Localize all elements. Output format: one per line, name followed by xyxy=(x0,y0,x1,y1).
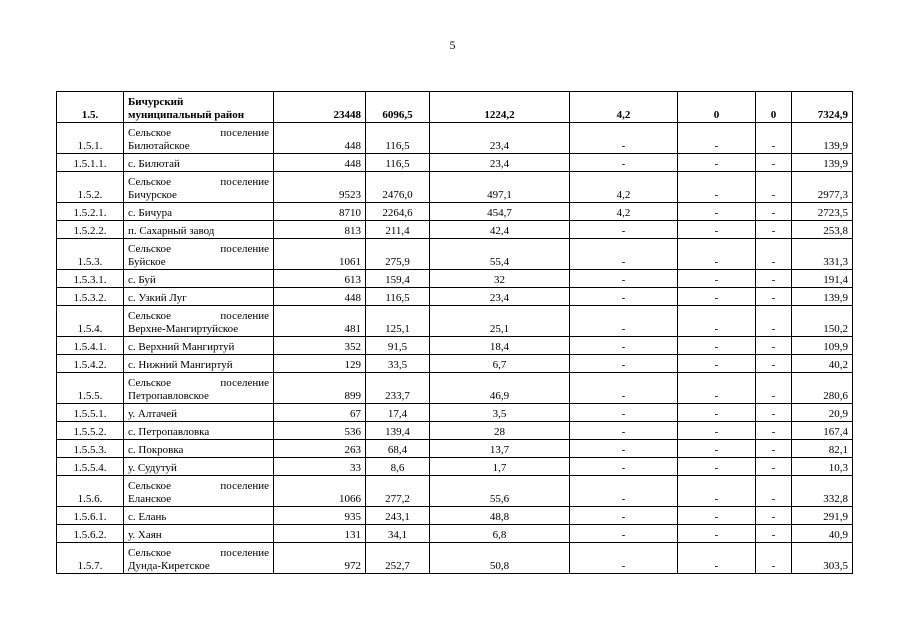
row-name-word: Сельское xyxy=(128,377,172,389)
row-name xyxy=(124,172,274,203)
row-name-line xyxy=(128,176,269,189)
cell-v3: 3,5 xyxy=(430,404,570,422)
cell-v4: - xyxy=(570,440,678,458)
row-name xyxy=(124,458,274,476)
table-row xyxy=(57,306,853,337)
row-name-line: Буйское xyxy=(128,256,166,268)
cell-v4: - xyxy=(570,270,678,288)
cell-v1: 8710 xyxy=(274,203,366,221)
row-name-line: у. Хаян xyxy=(128,529,162,541)
row-number: 1.5. xyxy=(57,92,124,123)
cell-v6: - xyxy=(756,355,792,373)
row-number: 1.5.5. xyxy=(57,373,124,404)
row-name-line xyxy=(128,377,269,390)
row-name-line: Петропавловское xyxy=(128,390,209,402)
cell-v4: - xyxy=(570,239,678,270)
row-number: 1.5.6.2. xyxy=(57,525,124,543)
row-name xyxy=(124,543,274,574)
cell-v7: 2723,5 xyxy=(792,203,853,221)
cell-v7: 150,2 xyxy=(792,306,853,337)
cell-v4: - xyxy=(570,306,678,337)
table-row xyxy=(57,422,853,440)
cell-v1: 448 xyxy=(274,154,366,172)
row-name-word: Сельское xyxy=(128,127,172,139)
table-row xyxy=(57,270,853,288)
table-row xyxy=(57,525,853,543)
cell-v4: - xyxy=(570,373,678,404)
cell-v6: - xyxy=(756,221,792,239)
cell-v6: - xyxy=(756,507,792,525)
row-name xyxy=(124,525,274,543)
cell-v6: - xyxy=(756,525,792,543)
table-row xyxy=(57,507,853,525)
row-name-line: Верхне-Мангиртуйское xyxy=(128,323,239,335)
cell-v5: - xyxy=(678,543,756,574)
row-name-line xyxy=(128,480,269,493)
cell-v2: 91,5 xyxy=(366,337,430,355)
cell-v2: 68,4 xyxy=(366,440,430,458)
row-name-line: с. Узкий Луг xyxy=(128,292,187,304)
cell-v7: 280,6 xyxy=(792,373,853,404)
row-name xyxy=(124,203,274,221)
row-name-line: муниципальный район xyxy=(128,109,245,121)
row-name-line: у. Алтачей xyxy=(128,408,178,420)
cell-v3: 55,4 xyxy=(430,239,570,270)
row-number: 1.5.5.4. xyxy=(57,458,124,476)
cell-v6: - xyxy=(756,203,792,221)
cell-v1: 263 xyxy=(274,440,366,458)
cell-v2: 17,4 xyxy=(366,404,430,422)
cell-v6: - xyxy=(756,373,792,404)
cell-v7: 291,9 xyxy=(792,507,853,525)
cell-v4: - xyxy=(570,123,678,154)
cell-v5: - xyxy=(678,221,756,239)
cell-v3: 18,4 xyxy=(430,337,570,355)
cell-v2: 116,5 xyxy=(366,123,430,154)
cell-v4: - xyxy=(570,337,678,355)
cell-v3: 50,8 xyxy=(430,543,570,574)
cell-v1: 813 xyxy=(274,221,366,239)
cell-v6: - xyxy=(756,288,792,306)
row-name-line: с. Билютай xyxy=(128,158,180,170)
cell-v1: 9523 xyxy=(274,172,366,203)
cell-v6: - xyxy=(756,154,792,172)
cell-v1: 972 xyxy=(274,543,366,574)
cell-v1: 481 xyxy=(274,306,366,337)
cell-v6: - xyxy=(756,306,792,337)
cell-v3: 25,1 xyxy=(430,306,570,337)
cell-v5: - xyxy=(678,203,756,221)
row-number: 1.5.2. xyxy=(57,172,124,203)
row-number: 1.5.3.1. xyxy=(57,270,124,288)
row-name-line xyxy=(128,243,269,256)
row-name-line: Бичурское xyxy=(128,189,177,201)
cell-v1: 613 xyxy=(274,270,366,288)
row-name-word: Сельское xyxy=(128,243,172,255)
cell-v2: 2476,0 xyxy=(366,172,430,203)
cell-v2: 116,5 xyxy=(366,288,430,306)
cell-v4: 4,2 xyxy=(570,92,678,123)
cell-v7: 2977,3 xyxy=(792,172,853,203)
cell-v3: 23,4 xyxy=(430,154,570,172)
cell-v2: 2264,6 xyxy=(366,203,430,221)
table-row xyxy=(57,440,853,458)
row-number: 1.5.2.2. xyxy=(57,221,124,239)
cell-v1: 448 xyxy=(274,288,366,306)
cell-v5: - xyxy=(678,288,756,306)
row-number: 1.5.3.2. xyxy=(57,288,124,306)
cell-v1: 33 xyxy=(274,458,366,476)
cell-v7: 139,9 xyxy=(792,154,853,172)
row-number: 1.5.6.1. xyxy=(57,507,124,525)
row-name-line: Билютайское xyxy=(128,140,190,152)
cell-v5: - xyxy=(678,404,756,422)
row-number: 1.5.4. xyxy=(57,306,124,337)
row-name-word: Сельское xyxy=(128,547,172,559)
row-name-line: с. Верхний Мангиртуй xyxy=(128,341,235,353)
cell-v7: 40,9 xyxy=(792,525,853,543)
row-name-word: поселение xyxy=(220,310,269,322)
cell-v1: 935 xyxy=(274,507,366,525)
cell-v6: - xyxy=(756,476,792,507)
cell-v1: 1066 xyxy=(274,476,366,507)
cell-v6: - xyxy=(756,239,792,270)
cell-v5: - xyxy=(678,154,756,172)
row-number: 1.5.2.1. xyxy=(57,203,124,221)
cell-v5: - xyxy=(678,172,756,203)
cell-v1: 23448 xyxy=(274,92,366,123)
cell-v3: 46,9 xyxy=(430,373,570,404)
table-row xyxy=(57,543,853,574)
cell-v7: 10,3 xyxy=(792,458,853,476)
cell-v5: - xyxy=(678,440,756,458)
row-name-word: Сельское xyxy=(128,176,172,188)
table-row xyxy=(57,404,853,422)
row-name xyxy=(124,440,274,458)
row-number: 1.5.5.2. xyxy=(57,422,124,440)
cell-v3: 55,6 xyxy=(430,476,570,507)
row-name-line: Дунда-Киретское xyxy=(128,560,210,572)
cell-v5: - xyxy=(678,422,756,440)
row-name xyxy=(124,92,274,123)
row-name-word: Сельское xyxy=(128,310,172,322)
row-name-line: с. Покровка xyxy=(128,444,184,456)
row-name-line: с. Бичура xyxy=(128,207,172,219)
cell-v6: - xyxy=(756,172,792,203)
cell-v4: - xyxy=(570,288,678,306)
table-row xyxy=(57,92,853,123)
cell-v5: - xyxy=(678,525,756,543)
cell-v3: 1224,2 xyxy=(430,92,570,123)
table-row xyxy=(57,123,853,154)
page-number: 5 xyxy=(449,38,456,52)
row-name xyxy=(124,221,274,239)
row-name-word: поселение xyxy=(220,127,269,139)
cell-v6: 0 xyxy=(756,92,792,123)
row-name-word: поселение xyxy=(220,176,269,188)
cell-v6: - xyxy=(756,123,792,154)
cell-v4: - xyxy=(570,422,678,440)
table-row xyxy=(57,458,853,476)
row-number: 1.5.3. xyxy=(57,239,124,270)
cell-v5: - xyxy=(678,355,756,373)
cell-v5: - xyxy=(678,239,756,270)
cell-v5: - xyxy=(678,507,756,525)
cell-v4: - xyxy=(570,458,678,476)
cell-v3: 28 xyxy=(430,422,570,440)
cell-v3: 42,4 xyxy=(430,221,570,239)
cell-v1: 67 xyxy=(274,404,366,422)
cell-v5: - xyxy=(678,373,756,404)
cell-v1: 352 xyxy=(274,337,366,355)
row-name-line: с. Елань xyxy=(128,511,167,523)
table-row xyxy=(57,373,853,404)
row-number: 1.5.7. xyxy=(57,543,124,574)
row-name xyxy=(124,306,274,337)
table-row xyxy=(57,476,853,507)
cell-v5: - xyxy=(678,270,756,288)
cell-v1: 536 xyxy=(274,422,366,440)
row-number: 1.5.5.3. xyxy=(57,440,124,458)
table-row xyxy=(57,288,853,306)
row-name-line xyxy=(128,96,269,109)
table-row xyxy=(57,172,853,203)
table-row xyxy=(57,203,853,221)
cell-v7: 167,4 xyxy=(792,422,853,440)
cell-v5: - xyxy=(678,337,756,355)
cell-v7: 40,2 xyxy=(792,355,853,373)
cell-v4: - xyxy=(570,507,678,525)
cell-v6: - xyxy=(756,440,792,458)
row-name xyxy=(124,404,274,422)
cell-v4: - xyxy=(570,476,678,507)
row-name-word: поселение xyxy=(220,547,269,559)
cell-v2: 116,5 xyxy=(366,154,430,172)
cell-v7: 331,3 xyxy=(792,239,853,270)
row-name-line: п. Сахарный завод xyxy=(128,225,215,237)
cell-v2: 8,6 xyxy=(366,458,430,476)
row-name-line: у. Судутуй xyxy=(128,462,177,474)
row-name-line: Еланское xyxy=(128,493,172,505)
row-name xyxy=(124,154,274,172)
row-name xyxy=(124,507,274,525)
row-number: 1.5.5.1. xyxy=(57,404,124,422)
data-table xyxy=(56,91,853,574)
cell-v5: - xyxy=(678,476,756,507)
row-number: 1.5.4.1. xyxy=(57,337,124,355)
cell-v1: 131 xyxy=(274,525,366,543)
cell-v1: 899 xyxy=(274,373,366,404)
cell-v2: 275,9 xyxy=(366,239,430,270)
cell-v6: - xyxy=(756,458,792,476)
cell-v4: - xyxy=(570,543,678,574)
cell-v2: 243,1 xyxy=(366,507,430,525)
cell-v3: 32 xyxy=(430,270,570,288)
cell-v1: 448 xyxy=(274,123,366,154)
table-row xyxy=(57,337,853,355)
table-row xyxy=(57,221,853,239)
cell-v7: 82,1 xyxy=(792,440,853,458)
cell-v4: - xyxy=(570,404,678,422)
row-name-line xyxy=(128,127,269,140)
cell-v4: 4,2 xyxy=(570,203,678,221)
row-name-line: с. Петропавловка xyxy=(128,426,210,438)
cell-v2: 252,7 xyxy=(366,543,430,574)
cell-v2: 33,5 xyxy=(366,355,430,373)
cell-v2: 125,1 xyxy=(366,306,430,337)
cell-v4: - xyxy=(570,154,678,172)
cell-v4: - xyxy=(570,525,678,543)
cell-v7: 253,8 xyxy=(792,221,853,239)
cell-v2: 139,4 xyxy=(366,422,430,440)
cell-v7: 139,9 xyxy=(792,123,853,154)
cell-v7: 20,9 xyxy=(792,404,853,422)
row-number: 1.5.1.1. xyxy=(57,154,124,172)
row-name-word: поселение xyxy=(220,243,269,255)
cell-v4: 4,2 xyxy=(570,172,678,203)
cell-v2: 34,1 xyxy=(366,525,430,543)
cell-v2: 159,4 xyxy=(366,270,430,288)
row-name-line xyxy=(128,547,269,560)
row-name-line xyxy=(128,310,269,323)
cell-v6: - xyxy=(756,543,792,574)
row-name-line: с. Нижний Мангиртуй xyxy=(128,359,233,371)
row-name-word: Бичурский xyxy=(128,96,184,108)
cell-v3: 454,7 xyxy=(430,203,570,221)
cell-v5: - xyxy=(678,306,756,337)
cell-v7: 332,8 xyxy=(792,476,853,507)
row-name-word: поселение xyxy=(220,480,269,492)
row-name xyxy=(124,373,274,404)
table-row xyxy=(57,154,853,172)
row-name-word: Сельское xyxy=(128,480,172,492)
row-name xyxy=(124,239,274,270)
cell-v4: - xyxy=(570,221,678,239)
cell-v7: 109,9 xyxy=(792,337,853,355)
row-name xyxy=(124,337,274,355)
cell-v4: - xyxy=(570,355,678,373)
row-name xyxy=(124,476,274,507)
cell-v2: 211,4 xyxy=(366,221,430,239)
cell-v3: 497,1 xyxy=(430,172,570,203)
cell-v3: 23,4 xyxy=(430,288,570,306)
cell-v6: - xyxy=(756,337,792,355)
cell-v3: 1,7 xyxy=(430,458,570,476)
row-number: 1.5.1. xyxy=(57,123,124,154)
table-row xyxy=(57,355,853,373)
cell-v5: - xyxy=(678,123,756,154)
row-name-line: с. Буй xyxy=(128,274,156,286)
table-row xyxy=(57,239,853,270)
cell-v5: 0 xyxy=(678,92,756,123)
cell-v5: - xyxy=(678,458,756,476)
cell-v3: 48,8 xyxy=(430,507,570,525)
row-name xyxy=(124,123,274,154)
cell-v2: 233,7 xyxy=(366,373,430,404)
cell-v1: 129 xyxy=(274,355,366,373)
cell-v6: - xyxy=(756,404,792,422)
cell-v3: 6,8 xyxy=(430,525,570,543)
cell-v2: 277,2 xyxy=(366,476,430,507)
cell-v7: 139,9 xyxy=(792,288,853,306)
cell-v6: - xyxy=(756,270,792,288)
cell-v7: 303,5 xyxy=(792,543,853,574)
cell-v3: 13,7 xyxy=(430,440,570,458)
row-name-word: поселение xyxy=(220,377,269,389)
cell-v2: 6096,5 xyxy=(366,92,430,123)
row-name xyxy=(124,422,274,440)
row-name xyxy=(124,355,274,373)
row-name xyxy=(124,288,274,306)
cell-v7: 7324,9 xyxy=(792,92,853,123)
row-number: 1.5.4.2. xyxy=(57,355,124,373)
row-number: 1.5.6. xyxy=(57,476,124,507)
cell-v6: - xyxy=(756,422,792,440)
cell-v7: 191,4 xyxy=(792,270,853,288)
row-name xyxy=(124,270,274,288)
cell-v3: 6,7 xyxy=(430,355,570,373)
cell-v3: 23,4 xyxy=(430,123,570,154)
cell-v1: 1061 xyxy=(274,239,366,270)
